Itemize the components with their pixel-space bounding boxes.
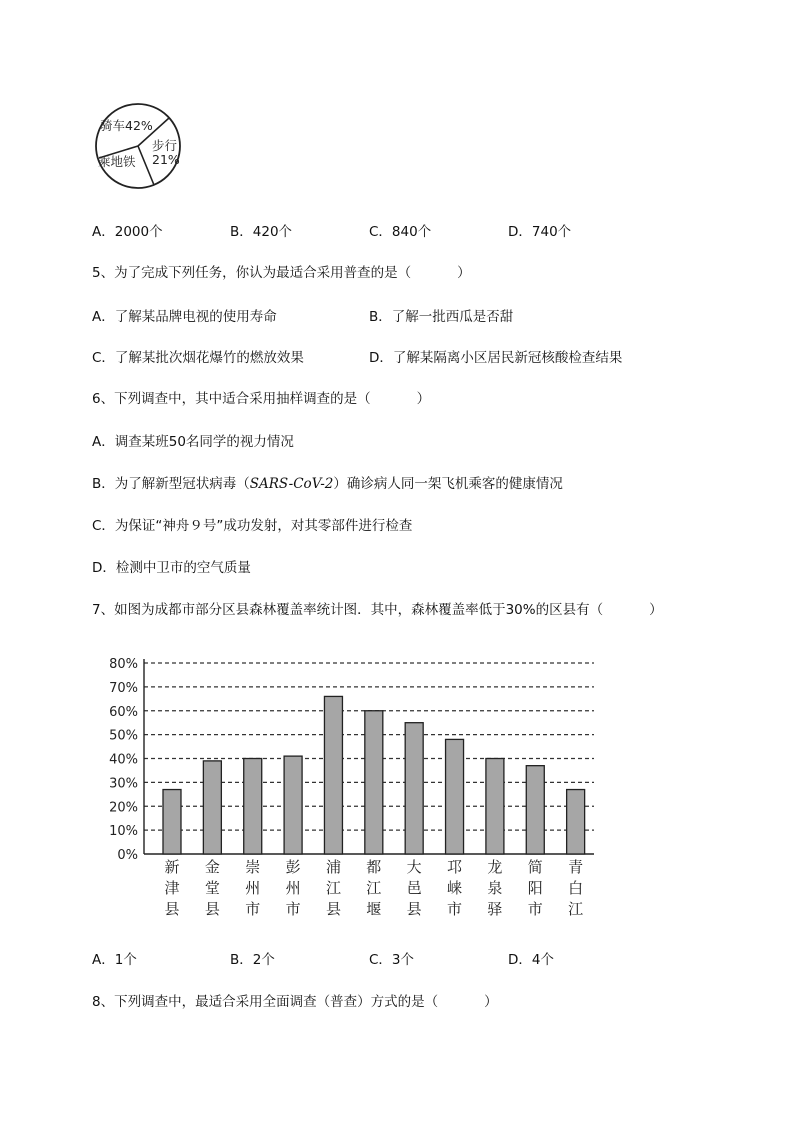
- q7-stem: [92, 598, 663, 618]
- bar: [526, 766, 544, 854]
- q5-option-c: C．了解某批次烟花爆竹的燃放效果: [92, 350, 304, 366]
- y-tick-label: 10%: [109, 824, 138, 840]
- q7-stem-text: 7、如图为成都市部分区县森林覆盖率统计图．其中，森林覆盖率低于30%的区县有（: [92, 602, 604, 618]
- x-tick-label: 都江堰: [366, 858, 382, 918]
- q5-stem-text: 5、为了完成下列任务，你认为最适合采用普查的是（: [92, 265, 412, 281]
- bar-chart: [100, 650, 610, 920]
- bar: [405, 723, 423, 854]
- x-tick-label: 金堂县: [204, 858, 220, 918]
- bar: [203, 761, 221, 854]
- x-tick-label: 简阳市: [527, 858, 543, 918]
- q6-option-a: A．调查某班50名同学的视力情况: [92, 434, 294, 450]
- pie-label-ride: 骑车42%: [100, 118, 153, 133]
- q5-option-d: D．了解某隔离小区居民新冠核酸检查结果: [369, 350, 623, 366]
- q8-stem: [92, 990, 498, 1010]
- q7-option-b: B．2个: [230, 952, 275, 968]
- y-tick-label: 0%: [117, 848, 138, 863]
- q7-stem-close: ）: [649, 602, 663, 618]
- pie-label-subway: 乘地铁: [98, 154, 136, 169]
- bar: [324, 696, 342, 854]
- q6-option-c: C．为保证“神舟９号”成功发射，对其零部件进行检查: [92, 518, 413, 534]
- q5-stem-close: ）: [457, 265, 471, 281]
- q6-stem-close: ）: [416, 391, 431, 407]
- q4-option-c: C．840个: [369, 224, 432, 240]
- q7-option-a: A．1个: [92, 952, 137, 968]
- x-tick-label: 龙泉驿: [487, 858, 503, 918]
- x-tick-label: 浦江县: [325, 858, 341, 918]
- q8-stem-text: 8、下列调查中，最适合采用全面调查（普查）方式的是（: [92, 994, 439, 1010]
- y-tick-label: 50%: [109, 728, 138, 744]
- bar: [244, 759, 262, 855]
- x-tick-label: 崇州市: [245, 858, 261, 918]
- bar: [567, 790, 585, 854]
- bar: [284, 756, 302, 854]
- bar: [446, 739, 464, 854]
- y-tick-label: 60%: [109, 704, 138, 720]
- bar: [365, 711, 383, 854]
- y-tick-label: 20%: [109, 800, 138, 816]
- y-tick-label: 70%: [109, 680, 138, 696]
- x-tick-label: 邛崃市: [447, 858, 463, 918]
- q6-stem: [92, 387, 430, 407]
- x-tick-label: 彭州市: [285, 858, 301, 918]
- q8-stem-close: ）: [484, 994, 498, 1010]
- q6-stem-text: 6、下列调查中，其中适合采用抽样调查的是（: [92, 391, 371, 407]
- y-tick-label: 80%: [109, 657, 138, 672]
- pie-chart: [88, 98, 188, 198]
- q5-stem: [92, 261, 471, 281]
- bar: [163, 790, 181, 854]
- y-tick-label: 30%: [109, 776, 138, 792]
- q6-option-b-virus: SARS-CoV-2: [249, 476, 334, 492]
- y-tick-label: 40%: [109, 752, 138, 768]
- q6-option-b-post: ）确诊病人同一架飞机乘客的健康情况: [333, 476, 563, 492]
- x-tick-label: 新津县: [164, 858, 180, 918]
- q5-option-a: A．了解某品牌电视的使用寿命: [92, 309, 277, 325]
- q6-option-d: D．检测中卫市的空气质量: [92, 560, 251, 576]
- q7-option-c: C．3个: [369, 952, 415, 968]
- q6-option-b: [92, 472, 563, 492]
- pie-label-walk-pct: 21%: [152, 152, 180, 167]
- q5-option-b: B．了解一批西瓜是否甜: [369, 309, 514, 325]
- pie-label-walk: 步行: [152, 138, 178, 153]
- q4-option-d: D．740个: [508, 224, 572, 240]
- x-tick-label: 大邑县: [406, 858, 422, 918]
- bar: [486, 759, 504, 855]
- q6-option-b-pre: B．为了解新型冠状病毒（: [92, 476, 250, 492]
- x-tick-label: 青白江: [568, 858, 584, 918]
- q4-option-b: B．420个: [230, 224, 293, 240]
- q4-option-a: A．2000个: [92, 224, 163, 240]
- q7-option-d: D．4个: [508, 952, 554, 968]
